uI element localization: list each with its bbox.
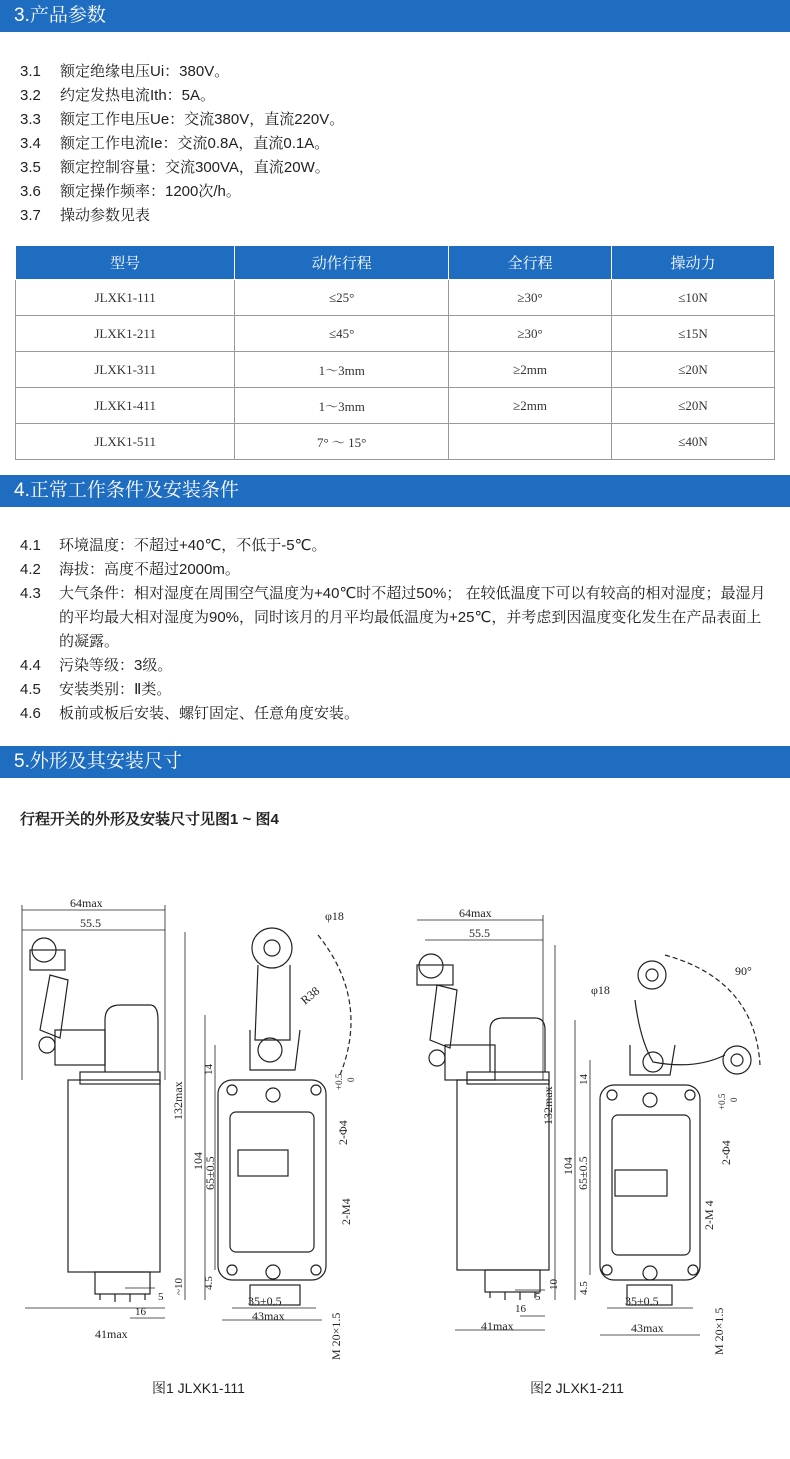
item-number: 3.1 bbox=[20, 63, 41, 80]
item-text: 额定绝缘电压Ui：380V。 bbox=[60, 63, 230, 80]
col-header-action-travel: 动作行程 bbox=[235, 246, 449, 280]
list-item bbox=[20, 678, 770, 702]
dim-top: 14 bbox=[578, 1074, 590, 1085]
cell-model: JLXK1-411 bbox=[16, 388, 235, 424]
dim-width-2: 43max bbox=[252, 1309, 285, 1323]
item-text: 环境温度：不超过+40℃，不低于-5℃。 bbox=[59, 537, 327, 554]
cell-action-travel: 1～3mm bbox=[235, 388, 449, 424]
item-number: 3.5 bbox=[20, 159, 41, 176]
col-header-model: 型号 bbox=[16, 246, 235, 280]
item-number: 3.6 bbox=[20, 183, 41, 200]
list-item bbox=[20, 156, 344, 180]
item-number: 4.1 bbox=[20, 537, 41, 554]
list-item bbox=[20, 582, 770, 654]
dim-width: 55.5 bbox=[80, 916, 101, 930]
cell-action-travel: ≤45° bbox=[235, 316, 449, 352]
cell-full-travel: ≥30° bbox=[449, 316, 612, 352]
dim-height-max: 132max bbox=[541, 1086, 555, 1125]
item-text: 安装类别：Ⅱ类。 bbox=[59, 681, 172, 698]
item-text: 额定工作电流Ie：交流0.8A，直流0.1A。 bbox=[60, 135, 330, 152]
dim-height: 104 bbox=[561, 1157, 575, 1175]
cell-full-travel: ≥2mm bbox=[449, 388, 612, 424]
list-item bbox=[20, 654, 770, 678]
dim-bottom-2: 10 bbox=[548, 1279, 560, 1290]
item-number: 4.5 bbox=[20, 681, 41, 698]
cell-operating-force: ≤20N bbox=[612, 388, 775, 424]
list-item bbox=[20, 60, 344, 84]
section-3-title: 3.产品参数 bbox=[14, 5, 106, 26]
section-5-title: 5.外形及其安装尺寸 bbox=[14, 751, 182, 772]
dim-thread: M 20×1.5 bbox=[712, 1307, 726, 1355]
dim-16: 16 bbox=[515, 1303, 526, 1315]
table-row bbox=[16, 388, 775, 424]
dim-holes-tolerance-lower: 0 bbox=[346, 1077, 356, 1082]
section-3-list bbox=[20, 60, 344, 228]
list-item bbox=[20, 534, 770, 558]
dim-diameter: φ18 bbox=[325, 909, 344, 923]
dim-holes: 2-Φ4 bbox=[336, 1120, 350, 1145]
dim-top: 14 bbox=[203, 1064, 215, 1075]
dim-depth: 41max bbox=[95, 1327, 128, 1341]
dim-radius: R38 bbox=[297, 983, 323, 1008]
cell-action-travel: 7° ～ 15° bbox=[235, 424, 449, 460]
cell-model: JLXK1-211 bbox=[16, 316, 235, 352]
dim-screw: 2-M4 bbox=[339, 1198, 353, 1225]
dim-depth: 41max bbox=[481, 1319, 514, 1333]
cell-model: JLXK1-311 bbox=[16, 352, 235, 388]
item-number: 4.3 bbox=[20, 585, 41, 602]
dim-height-max: 132max bbox=[171, 1081, 185, 1120]
figure-1-caption: 图1 JLXK1-111 bbox=[152, 1380, 245, 1396]
dim-width-2: 43max bbox=[631, 1321, 664, 1335]
dim-16: 16 bbox=[135, 1306, 146, 1318]
cell-operating-force: ≤40N bbox=[612, 424, 775, 460]
list-item bbox=[20, 558, 770, 582]
cell-action-travel: 1～3mm bbox=[235, 352, 449, 388]
dim-height: 104 bbox=[191, 1152, 205, 1170]
figure-2-caption: 图2 JLXK1-211 bbox=[530, 1380, 624, 1396]
item-number: 4.6 bbox=[20, 705, 41, 722]
figures-intro: 行程开关的外形及安装尺寸见图1 ~ 图4 bbox=[20, 811, 279, 828]
col-header-full-travel: 全行程 bbox=[449, 246, 612, 280]
item-text: 额定控制容量：交流300VA，直流20W。 bbox=[60, 159, 330, 176]
item-text: 操动参数见表 bbox=[60, 207, 151, 224]
dim-bottom: 4.5 bbox=[203, 1276, 215, 1290]
section-3-header bbox=[0, 0, 790, 32]
figure-2-outline bbox=[417, 954, 760, 1305]
list-item bbox=[20, 132, 344, 156]
cell-operating-force: ≤20N bbox=[612, 352, 775, 388]
dim-holes: 2-Φ4 bbox=[719, 1140, 733, 1165]
cell-operating-force: ≤15N bbox=[612, 316, 775, 352]
item-text: 污染等级：3级。 bbox=[59, 657, 173, 674]
cell-full-travel: ≥2mm bbox=[449, 352, 612, 388]
dim-hole-spacing-vertical: 65±0.5 bbox=[576, 1156, 590, 1190]
dim-diameter: φ18 bbox=[591, 983, 610, 997]
dim-5: 5 bbox=[535, 1291, 541, 1303]
item-number: 4.2 bbox=[20, 561, 41, 578]
dim-thread: M 20×1.5 bbox=[329, 1312, 343, 1360]
item-number: 3.7 bbox=[20, 207, 41, 224]
figure-1-outline bbox=[30, 928, 351, 1305]
table-header-row bbox=[16, 246, 775, 280]
item-text: 大气条件：相对湿度在周围空气温度为+40℃时不超过50%； 在较低温度下可以有较高的相对湿度；最湿月的平均最大相对湿度为90%，同时该月的月平均最低温度为+25℃，并考虑到因温度变化发生在产品表面上的凝露。 bbox=[59, 585, 766, 650]
dim-5: 5 bbox=[158, 1291, 164, 1303]
dim-width-max: 64max bbox=[459, 906, 492, 920]
table-row bbox=[16, 424, 775, 460]
item-number: 3.4 bbox=[20, 135, 41, 152]
dim-bottom-2: ~10 bbox=[173, 1278, 185, 1295]
item-text: 海拔：高度不超过2000m。 bbox=[59, 561, 240, 578]
dim-width: 55.5 bbox=[469, 926, 490, 940]
item-number: 3.2 bbox=[20, 87, 41, 104]
section-4-list bbox=[20, 534, 770, 726]
list-item bbox=[20, 702, 770, 726]
item-text: 额定操作频率：1200次/h。 bbox=[60, 183, 241, 200]
cell-operating-force: ≤10N bbox=[612, 280, 775, 316]
item-text: 板前或板后安装、螺钉固定、任意角度安装。 bbox=[59, 705, 360, 722]
operating-parameters-table bbox=[15, 245, 775, 460]
dim-holes-tolerance-upper: +0.5 bbox=[717, 1093, 727, 1110]
item-number: 3.3 bbox=[20, 111, 41, 128]
list-item bbox=[20, 108, 344, 132]
cell-model: JLXK1-111 bbox=[16, 280, 235, 316]
list-item bbox=[20, 204, 344, 228]
cell-model: JLXK1-511 bbox=[16, 424, 235, 460]
dim-holes-tolerance-upper: +0.5 bbox=[334, 1073, 344, 1090]
figure-2-drawing bbox=[395, 880, 790, 1360]
dim-angle: 90° bbox=[735, 964, 752, 978]
cell-full-travel: ≥30° bbox=[449, 280, 612, 316]
dim-holes-tolerance-lower: 0 bbox=[729, 1097, 739, 1102]
section-5-header bbox=[0, 746, 790, 778]
dim-spacing: 35±0.5 bbox=[625, 1294, 659, 1308]
item-text: 额定工作电压Ue：交流380V，直流220V。 bbox=[60, 111, 345, 128]
dim-spacing: 35±0.5 bbox=[248, 1294, 282, 1308]
dim-hole-spacing-vertical: 65±0.5 bbox=[203, 1156, 217, 1190]
cell-action-travel: ≤25° bbox=[235, 280, 449, 316]
dim-bottom: 4.5 bbox=[578, 1281, 590, 1295]
list-item bbox=[20, 180, 344, 204]
table-row bbox=[16, 280, 775, 316]
figure-1-drawing bbox=[0, 880, 395, 1360]
dim-width-max: 64max bbox=[70, 896, 103, 910]
item-number: 4.4 bbox=[20, 657, 41, 674]
dim-screw: 2-M 4 bbox=[702, 1200, 716, 1230]
cell-full-travel bbox=[449, 424, 612, 460]
section-4-title: 4.正常工作条件及安装条件 bbox=[14, 480, 239, 501]
section-4-header bbox=[0, 475, 790, 507]
list-item bbox=[20, 84, 344, 108]
col-header-operating-force: 操动力 bbox=[612, 246, 775, 280]
item-text: 约定发热电流Ith：5A。 bbox=[60, 87, 216, 104]
table-row bbox=[16, 316, 775, 352]
table-row bbox=[16, 352, 775, 388]
